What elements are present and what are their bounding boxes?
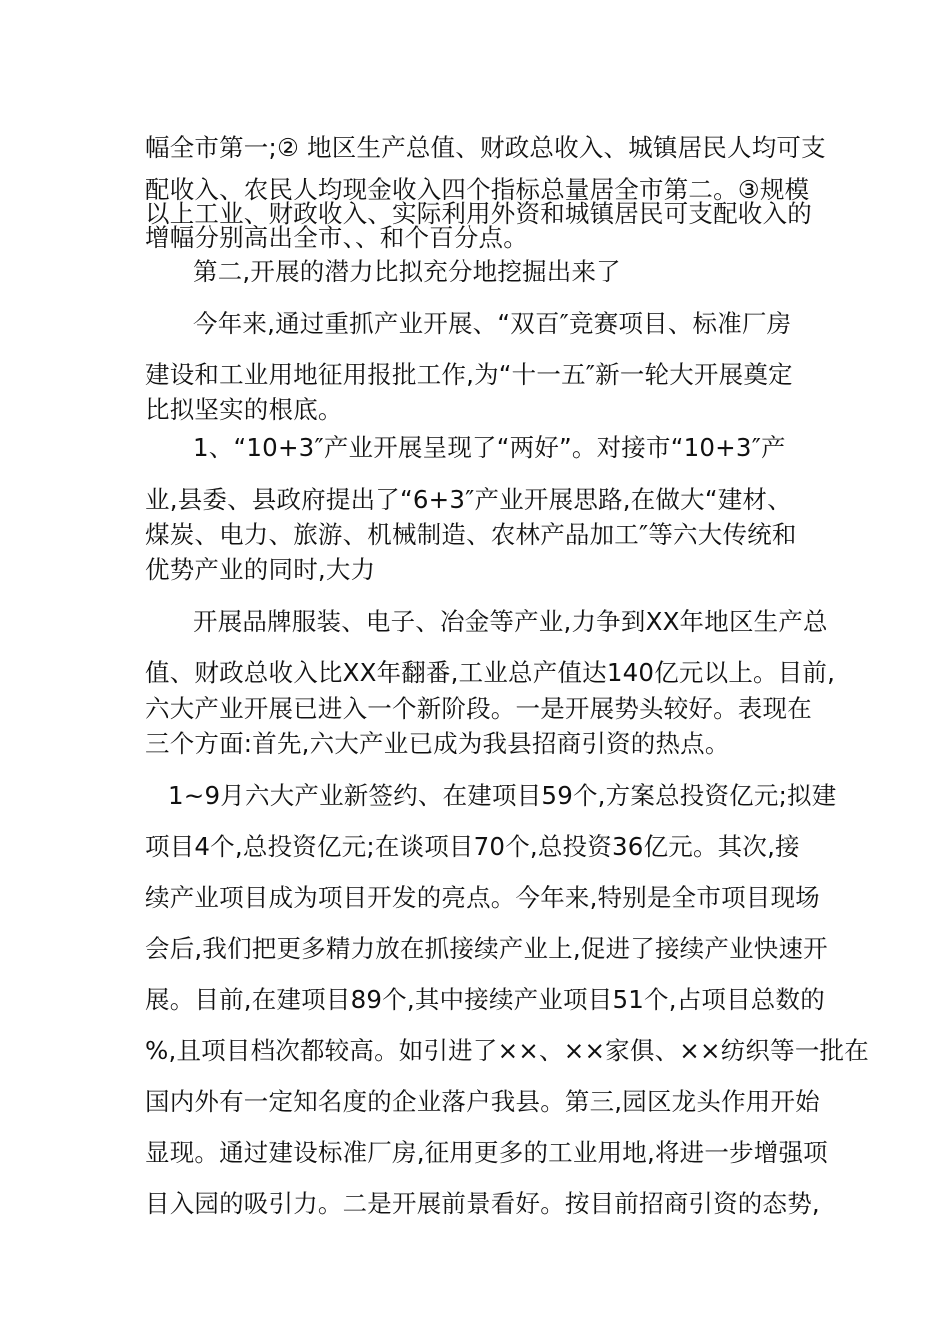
text-line: 值、财政总收入比XX年翻番,工业总产值达140亿元以上。目前, xyxy=(145,658,836,687)
text-line: 六大产业开展已进入一个新阶段。一是开展势头较好。表现在 xyxy=(145,694,812,723)
text-line: 显现。通过建设标准厂房,征用更多的工业用地,将进一步增强项 xyxy=(145,1138,828,1167)
text-line: 今年来,通过重抓产业开展、“双百″竞赛项目、标准厂房 xyxy=(193,309,792,338)
text-line: 幅全市第一;② 地区生产总值、财政总收入、城镇居民人均可支 xyxy=(145,133,826,162)
text-line: 煤炭、电力、旅游、机械制造、农林产品加工″等六大传统和 xyxy=(145,520,797,549)
text-line: 项目4个,总投资亿元;在谈项目70个,总投资36亿元。其次,接 xyxy=(145,832,800,861)
text-line: 目入园的吸引力。二是开展前景看好。按目前招商引资的态势, xyxy=(145,1189,820,1218)
text-line: 会后,我们把更多精力放在抓接续产业上,促进了接续产业快速开 xyxy=(145,934,828,963)
text-line: 国内外有一定知名度的企业落户我县。第三,园区龙头作用开始 xyxy=(145,1087,820,1116)
text-line: %,且项目档次都较高。如引进了××、××家俱、××纺织等一批在 xyxy=(145,1036,869,1065)
text-line: 三个方面:首先,六大产业已成为我县招商引资的热点。 xyxy=(145,729,730,758)
text-line: 展。目前,在建项目89个,其中接续产业项目51个,占项目总数的 xyxy=(145,985,825,1014)
text-line: 比拟坚实的根底。 xyxy=(145,395,343,424)
text-line: 1、“10+3″产业开展呈现了“两好”。对接市“10+3″产 xyxy=(193,433,786,462)
text-line: 1~9月六大产业新签约、在建项目59个,方案总投资亿元;拟建 xyxy=(168,781,837,810)
text-line: 开展品牌服装、电子、冶金等产业,力争到XX年地区生产总 xyxy=(193,607,828,636)
text-line: 以上工业、财政收入、实际利用外资和城镇居民可支配收入的 xyxy=(145,199,812,228)
text-line: 建设和工业用地征用报批工作,为“十一五″新一轮大开展奠定 xyxy=(145,360,793,389)
text-line: 优势产业的同时,大力 xyxy=(145,555,376,584)
text-line: 续产业项目成为项目开发的亮点。今年来,特别是全市项目现场 xyxy=(145,883,820,912)
section-heading: 第二,开展的潜力比拟充分地挖掘出来了 xyxy=(193,257,621,286)
text-line: 配收入、农民人均现金收入四个指标总量居全市第二。③规模 xyxy=(145,175,810,204)
text-line: 业,县委、县政府提出了“6+3″产业开展思路,在做大“建材、 xyxy=(145,485,792,514)
text-line: 增幅分别高出全市、、和个百分点。 xyxy=(145,223,528,252)
